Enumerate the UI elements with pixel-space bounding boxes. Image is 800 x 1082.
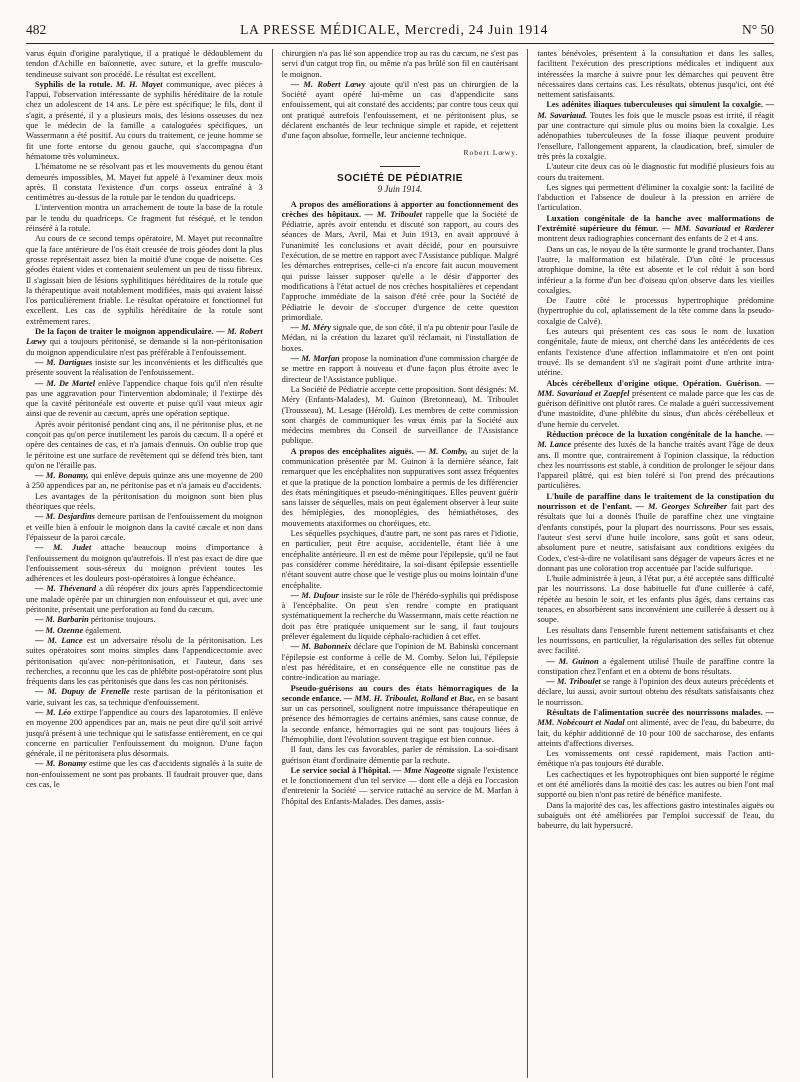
speaker-name: — M. Marfan [290,354,340,364]
paragraph-text: communique, avec pièces à l'appui, l'observation intéressante de syphilis héréditaire de la rotule chez un adolescent de 14 ans. Le père est spécifique; le fils, dont il s'agit, a présenté, il y a plusieurs mois, des lésions osseuses du nez que le médecin de la famille a cataloguées spécifiques, un Wassermann a été positif. Au cours du traitement, ce jeune homme se fit une forte entorse du genou gauche, qui s'accompagna d'un hématome très volumineux. [26,79,263,161]
paragraph-text: Les cachectiques et les hypotrophiques ont bien supporté le régime et ont été améliorés dans la moitié des cas: les autres ou bien l'ont mal supporté ou bien n'ont pas retiré de bénéfice manifeste. [537,769,775,800]
paragraph-heading: Pseudo-guérisons au cours des états hémorragiques de la seconde enfance. [281,683,519,703]
paragraph-text: également. [85,625,122,635]
paragraph-text: au sujet de la communication présentée par M. Guinon à la dernière séance, fait remarquer que les encéphalites non suppuratives sont assez fréquentes et que la pratique de la ponction lombaire a permis de les différencier des états méningitiques et pseudo-méningitiques. Elles peuvent guérir sans laisser de séquelles, mais on peut également observer à leur suite des hémiplégies, des monoplégies, des hémiathétoses, des mouvements ataxiformes ou choréiques, etc. [281,446,519,528]
speaker-name: — M. Triboulet [364,209,422,219]
paragraph-heading: A propos des encéphalites aiguës. [290,446,414,456]
page-header [26,22,774,40]
paragraph [537,327,774,378]
paragraph-text: Les vomissements ont cessé rapidement, mais l'action anti-émétique n'a pas toujours été durable. [537,749,775,769]
paragraph-text: insiste sur le rôle de l'hérédo-syphilis qui prédispose à l'encéphalite. On peut s'en rendre compte en pratiquant systématiquement la recherche du Wassermann, mais cette réaction ne doit pas être pratiquée uniquement sur le sang, il faut toujours prélever également du liquide céphalo-rachidien à cet effet. [281,590,519,642]
speaker-name: — M. Guinon [546,656,599,666]
paragraph-text: rappelle que la Société de Pédiatrie, après avoir entendu et discuté son rapport, au cours des séances de Mars, Avril, Mai et Juin 1913, en avait approuvé à l'unanimité les conclusions et avait décidé, pour en poursuivre l'exécution, de se mettre en rapport avec l'Assistance publique. Malgré les démarches entreprises, celle-ci n'a encore fait aucun mouvement qui puisse laisser supposer qu'elle a le désir d'apporter des modifications à l'état actuel de nos crèches hospitalières et cependant l'approche immédiate de la saison d'été crée pour la Société de Pédiatrie le devoir de s'occuper d'urgence de cette question primordiale. [281,209,519,322]
column-divider [527,49,528,1078]
paragraph [282,323,519,354]
paragraph-heading: Le service social à l'hôpital. [290,765,391,775]
paragraph-text: varus équin d'origine paralytique, il a pratiqué le dédoublement du tendon d'Achille en baïonnette, avec suture, et la greffe musculo-tendineuse suivant son procédé. Le résultat est excellent. [26,49,263,79]
paragraph-text: L'auteur cite deux cas où le diagnostic fut modifié plusieurs fois au cours du traitement. [537,162,775,182]
paragraph-text: insiste sur les inconvénients et les difficultés que présente souvent la réalisation de l'enfouissement. [26,357,263,378]
speaker-name: — M. Méry [290,323,331,333]
paragraph [537,626,774,657]
author-signature: Robert Lœwy. [463,147,519,157]
paragraph [26,327,263,358]
paragraph-heading: Résultats de l'alimentation sucrée des nourrissons malades. [546,708,763,717]
paragraph [26,636,263,687]
paragraph [282,684,519,746]
speaker-name: M. H. Mayet [115,79,163,89]
paragraph-text: enlève l'appendice chaque fois qu'il n'en résulte pas une aggravation pour l'intervention abdominale; il l'extirpe dès que la cavité péritonéale est ouverte et puise qu'il vaut mieux agir ainsi que de revenir au cæcum, après une opération septique. [26,378,263,419]
paragraph-text: ajoute qu'il n'est pas un chirurgien de la Société ayant opéré lui-même un cas d'appendicite sans enfouissement, qui ait constaté des accidents; par contre tous ceux qui ont pratiqué autrefois l'enfouissement, et ne péritonisent plus, se déclarent enchantés de leur technique simple et rapide, et rejettent d'une façon absolue, formelle, leur ancienne technique. [281,79,519,141]
speaker-name: — M. Lance [537,429,775,450]
paragraph [282,80,519,142]
paragraph-text: Les résultats dans l'ensemble furent nettement satisfaisants et chez les nourrissons, en particulier, la régularisation des selles fut obtenue avec facilité. [537,625,775,656]
paragraph [26,687,263,708]
speaker-name: — MM. Savariaud et Rœderer [661,224,775,234]
paragraph-text: présente des luxés de la hanche traités avant l'âge de deux ans. Il montre que, contrairement à l'opinion classique, la réduction chez les nourrissons est stable, à condition de prolonger le séjour dans l'appareil plâtré, qui est bien toléré si l'on prend des précautions particulières. [537,440,775,491]
paragraph-text: L'hématome ne se résolvant pas et les mouvements du genou étant demeurés impossibles, M. Mayet fut appelé à l'examiner deux mois après. Il constata l'existence d'un corps osseux entraîné à 3 centimètres au-dessus de la rotule par le tendon du quadriceps. [26,162,263,203]
paragraph-heading: L'huile de paraffine dans le traitement de la constipation du nourrisson et de l'enfant. [537,491,775,512]
speaker-name: — M. Ozenne [35,625,84,635]
section-date: 9 Juin 1914. [377,184,423,195]
paragraph-text: L'huile administrée à jeun, à l'état pur, a été acceptée sans difficulté par les nourrissons. La dose habituelle fut d'une cuillerée à café, répétée au besoin le soir, et les enfants plus âgés, dans certains cas tenaces, en absorbèrent sans inconvénient une cuillerée à dessert ou à soupe. [537,574,775,625]
paragraph [282,49,519,80]
speaker-name: — M. Savariaud. [537,100,775,120]
paragraph [282,745,519,766]
paragraph-text: Dans un cas, le noyau de la tête surmonte le grand trochanter. Dans l'autre, la malformation est bilatérale. D'un côté le processus atrophique domine, la tête est absente et le col réduit à son bord inférieur a la forme d'un bec d'oiseau qu'on observe dans les vieilles coxalgies. [537,244,775,295]
paragraph [537,379,774,430]
paragraph-heading: Abcès cérébelleux d'origine otique. Opération. Guérison. [546,378,762,388]
paragraph-text: péritonise toujours. [90,615,156,625]
speaker-name: — M. Robert Lœwy [26,327,263,347]
speaker-name: — M. Léo [35,708,72,717]
paragraph-text: fait part des résultats que lui a donnés l'huile de paraffine chez une vingtaine d'enfants constipés, pour la plupart des nourrissons. Pour ses essais, l'auteur s'est servi d'une huile incolore, sans goût et sans odeur, absolument pure et neutre, satisfaisant aux conditions exigées du Codex, c'est-à-dire ne volatilisant sans dégager de vapeurs âcres et ne donnant pas une coloration trop accentuée par l'acide sulfurique. [537,502,775,573]
paragraph [282,354,519,385]
paragraph-text: attache beaucoup moins d'importance à l'enfouissement du moignon qu'autrefois. Il n'est pas exact de dire que l'enfouissement sous-séreux du moignon prévient toutes les adhérences et les douleurs post-opératoires à longue échéance. [26,543,263,584]
paragraph-text: montrent deux radiographies concernant des enfants de 2 et 4 ans. [537,234,759,244]
paragraph-text: Après avoir péritonisé pendant cinq ans, il ne péritonise plus, et ne conçoit pas qu'on perce inutilement les parois du cæcum. Il a opéré et opère des centaines de cas, et n'a jamais d'ennuis. On oublie trop que le péritoine est une surface de revêtement qui se défend très bien, tant qu'on ne l'éraille pas. [26,419,263,470]
journal-title: LA PRESSE MÉDICALE, Mercredi, 24 Juin 1914 [240,22,549,37]
paragraph [537,100,774,162]
speaker-name: — MM. Nobécourt et Nadal [537,708,775,728]
paragraph-text: a également utilisé l'huile de paraffine contre la constipation chez l'enfant et en a obtenu de bons résultats. [537,656,775,676]
paragraph-text: La Société de Pédiatrie accepte cette proposition. Sont désignés: M. Méry (Enfants-Malades), M. Guinon (Bretonneau), M. Triboulet (Trousseau), M. Lesage (Hérold). Les membres de cette commission sont chargés de communiquer les vœux émis par la Société aux médecins membres du Conseil de surveillance de l'Assistance publique. [281,384,519,446]
paragraph [26,543,263,584]
paragraph [26,584,263,615]
paragraph [282,642,519,683]
paragraph [537,657,774,678]
paragraph [26,49,263,80]
paragraph [537,49,774,100]
paragraph [537,430,774,492]
paragraph-text: signale que, de son côté, il n'a pu obtenir pour l'asile de Médan, ni la création du lazaret qu'il réclamait, ni l'installation de boxes. [281,323,519,353]
paragraph-text: propose la nomination d'une commission chargée de se mettre en rapport à nouveau et d'une façon plus étroite avec le directeur de l'Assistance publique. [281,354,519,384]
paragraph [26,471,263,492]
paragraph [282,385,519,447]
speaker-name: — M. Dupuy de Frenelle [35,687,130,697]
page-number: 482 [26,22,47,37]
column-1 [26,49,263,1078]
paragraph [537,214,774,245]
header-rule [26,43,774,44]
paragraph [537,492,774,574]
paragraph [537,749,774,770]
paragraph [282,529,519,591]
paragraph-text: tantes bénévoles, présentent à la consultation et dans les salles, facilitent l'exécution des prescriptions médicales et indiquent aux intéressées la marche à suivre pour les démarches qui peuvent être nécessaires dans certains cas. Les résultats, obtenus jusqu'ici, ont été nettement satisfaisants. [537,49,775,100]
paragraph-text: Dans la majorité des cas, les affections gastro intestinales aiguës ou subaiguës ont été améliorées par l'emploi successif de l'eau, du babeurre, du lait hypersucré. [537,800,775,831]
speaker-name: — M. Bonamy [35,759,87,769]
paragraph [26,492,263,513]
speaker-name: — M. Barbarin [35,615,89,625]
paragraph-text: estime que les cas d'accidents signalés à la suite de non-enfouissement ne sont pas probants. Il faudrait prouver que, dans ces cas, le [26,759,263,790]
speaker-name: — M. Lance [35,635,83,645]
paragraph-text: Au cours de ce second temps opératoire, M. Mayet put reconnaître que la face antérieure de l'os était creusée de trois géodes dont la plus grosse représentait assez bien la moitié d'une coque de noisette. Ces géodes étaient vides et contenaient seulement un peu de tissu fibreux. Il s'agissait bien de lésions syphilitiques héréditaires de la rotule que la thérapeutique avait notablement modifiées, mais qui avaient laissé l'os particulièrement friable. Le résultat opératoire et fonctionnel fut excellent. Les cas de syphilis héréditaire de la rotule sont extrêmement rares. [26,234,263,326]
paragraph-text: Les avantages de la péritonisation du moignon sont bien plus théoriques que réels. [26,491,263,512]
speaker-name: — M. Comby, [417,446,468,456]
paragraph-text: De l'autre côté le processus hypertrophique prédomine (hypertrophie du col, aplatissement de la tête comme dans la pseudo-coxalgie de Calvé). [537,296,775,326]
column-2 [282,49,519,1078]
paragraph-text: extirpe l'appendice au cours des laparotomies. Il enlève en moyenne 200 appendices par an, mais ne peut dire qu'il soit arrivé jusqu'à présent à une technique qui le satisfasse entièrement, en ce qui concerne en particulier l'enfouissement du moignon. D'une façon générale, il ne péritonisera plus désormais. [26,708,263,759]
paragraph [537,162,774,183]
paragraph [26,708,263,759]
paragraph-text: présentent ce malade parce que les cas de guérison définitive ont plutôt rares. Ce malade a guéri successivement d'une mastoïdite, d'une phlébite du sinus, d'un abcès cérébelleux et d'une hernie du cervelet. [537,388,775,429]
speaker-name: — M. Triboulet [546,677,601,687]
speaker-name: — M. Robert Lœwy [290,79,366,89]
paragraph [537,183,774,214]
paragraph [282,200,519,324]
paragraph [282,591,519,642]
paragraph [537,770,774,801]
paragraph-heading: Syphilis de la rotule. [35,79,113,89]
paragraph-text: est un adversaire résolu de la péritonisation. Les suites opératoires sont moins simples dans l'appendicectomie avec péritonisation qu'avec non-péritonisation, et l'auteur, dans ses recherches, a reconnu que les cas de phlébite post-opératoire sont plus fréquents dans les cas péritonisés que dans les cas non péritonisés. [26,635,263,687]
paragraph-heading: De la façon de traiter le moignon appendiculaire. [35,327,214,337]
paragraph-text: Les séquelles psychiques, d'autre part, ne sont pas rares et l'idiotie, en particulier, peut être acquise, accidentelle, étant liée à une encéphalite antérieure. Il en est de même pour l'épilepsie, qu'il ne faut pas considérer comme héréditaire, la soi-disant épilepsie essentielle n'étant souvent autre chose que le vestige plus ou moins lointain d'une encéphalite. [281,529,519,590]
paragraph [26,203,263,234]
speaker-name: — M. Georges Schreiber [635,502,728,512]
paragraph [282,766,519,807]
speaker-name: — M. Thévenard [35,584,97,594]
section-rule [380,166,420,167]
paragraph-heading: Réduction précoce de la luxation congénitale de la hanche. [546,429,763,439]
paragraph [537,296,774,327]
paragraph-heading: A propos des améliorations à apporter au fonctionnement des crèches des hôpitaux. [281,199,519,219]
paragraph-text: Toutes les fois que le muscle psoas est irrité, il réagit par une contracture qui simule plus ou moins bien la coxalgie. Les adénopathies tuberculeuses de la fosse iliaque peuvent produire l'ensellure, l'allongement apparent, la claudication, bref, simuler de très près la coxalgie. [537,110,775,161]
paragraph-text: demeure partisan de l'enfouissement du moignon et veille bien à enfouir le moignon dans la cavité cæcale et non dans l'épaisseur de la paroi cæcale. [26,512,263,542]
paragraph-text: ont alimenté, avec de l'eau, du babeurre, du lait, du képhir additionné de 10 pour 100 de saccharose, des enfants atteints d'affections diverses. [537,718,775,748]
section-title: SOCIÉTÉ DE PÉDIATRIE [337,172,463,184]
speaker-name: — MM. Savariaud et Zaepfel [537,378,775,398]
paragraph [26,512,263,543]
paragraph-text: chirurgien n'a pas lié son appendice trop au ras du cæcum, ne s'est pas servi d'un catgut trop fin, ou même n'a pas brûlé son fil en cautérisant le moignon. [281,49,519,79]
speaker-name: — M. Babonneix [290,642,352,652]
paragraph-text: qui enlève depuis quinze ans une moyenne de 200 à 250 appendices par an, ne péritonise pas et n'a jamais eu d'accidents. [26,471,263,491]
column-divider [272,49,273,1078]
paragraph-heading: Les adénites iliaques tuberculeuses qui simulent la coxalgie. [546,100,763,110]
article-columns [26,49,774,1078]
paragraph [26,234,263,327]
speaker-name: — M. De Martel [35,378,96,388]
paragraph [26,162,263,203]
paragraph [537,801,774,832]
paragraph [537,574,774,625]
paragraph [282,447,519,529]
paragraph-text: se range à l'opinion des deux auteurs précédents et déclare, lui aussi, avoir surtout obtenu des résultats satisfaisants chez le nourrisson. [537,677,775,707]
speaker-name: — MM. H. Triboulet, Rolland et Buc, [343,693,476,703]
paragraph-text: reste partisan de la péritonisation et varie, suivant les cas, sa technique d'enfouissement. [26,687,263,707]
paragraph-text: a dû réopérer dix jours après l'appendicectomie une malade opérée par un chirurgien non enfouisseur et qui, avec une péritonite, présentait une perforation au fond du cæcum. [26,584,263,615]
paragraph [537,245,774,296]
paragraph [26,420,263,471]
paragraph-heading: Luxation congénitale de la hanche avec malformations de l'extrémité supérieure du fémur. [537,213,775,234]
speaker-name: — Mme Nageotte [393,765,455,775]
paragraph-text: Il faut, dans les cas favorables, parler de rémission. La soi-disant guérison étant d'ordinaire démentie par la rechute. [281,745,519,765]
paragraph-text: en se basant sur un cas personnel, soulignent notre impuissance thérapeutique en présence des hémorragies de certains anémies, sans cause connue, de la seconde enfance, hémorragies qui ne sont pas toujours liées à l'hémophilie, dont l'évolution souvent tragique est bien connue. [281,693,519,744]
paragraph-text: Les auteurs qui présentent ces cas sous le nom de luxation congénitale, faute de mieux, ont cherché dans les antécédents de ces enfants l'existence d'une affection inflammatoire et n'en ont point trouvé. Ils se demandent s'il ne s'agirait point d'une arthrite intra-utérine. [537,327,775,378]
paragraph [537,677,774,708]
issue-number: N° 50 [741,22,774,37]
paragraph [537,708,774,749]
column-3 [537,49,774,1078]
paragraph-text: L'intervention montra un arrachement de toute la base de la rotule par le tendu du quadriceps. Ce fragment fut réséqué, et le tendon réinséré à la rotule. [26,203,263,234]
speaker-name: — M. Dartigues [35,357,93,367]
paragraph [26,358,263,379]
speaker-name: — M. Dufour [290,590,339,600]
paragraph [26,80,263,162]
speaker-name: — M. Judet [35,543,92,553]
paragraph [26,379,263,420]
paragraph [26,615,263,625]
paragraph-text: Les signes qui permettent d'éliminer la coxalgie sont: la facilité de l'abduction et l'absence de douleur à la pression en arrière de l'articulation. [537,182,775,213]
paragraph-text: signale l'existence et le fonctionnement d'un tel service — dont elle a déjà eu l'occasion d'entretenir la Société — service rattaché au service de M. Marfan à l'hôpital des Enfants-Malades. Des dames, assis- [281,765,519,806]
speaker-name: — M. Desjardins [35,512,95,522]
speaker-name: — M. Bonamy, [35,471,89,481]
paragraph [26,626,263,636]
paragraph-text: déclare que l'opinion de M. Babinski concernant l'épilepsie est conforme à celle de M. Comby. Selon lui, l'épilepsie n'est pas héréditaire, et en conséquence elle ne constitue pas de contre-indication au mariage. [281,642,519,683]
paragraph-text: qui a toujours péritonisé, se demande si la non-péritonisation du moignon appendiculaire n'est pas préférable à l'enfouissement. [26,337,263,357]
paragraph [26,759,263,790]
